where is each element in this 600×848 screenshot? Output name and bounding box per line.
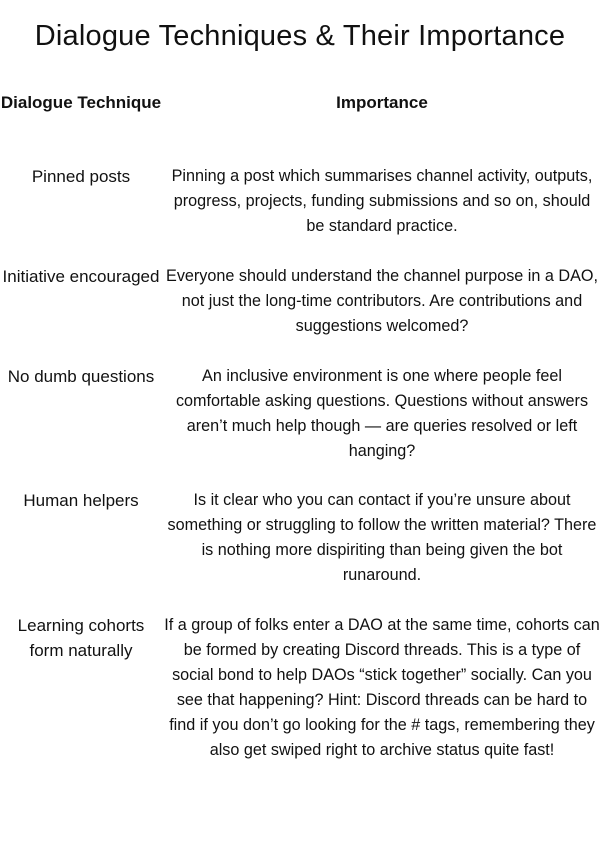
importance-cell: If a group of folks enter a DAO at the same time, cohorts can be formed by creating Discord threads. This is a type of social bond to help DAOs “stick together” socially. Can you see that happening? Hint: Discord threads can be hard to find if you don’t go looking for the # tags, remembering they also get swiped right to archive status quite fast!	[164, 616, 600, 759]
technique-cell: Pinned posts	[31, 167, 131, 186]
importance-cell: Everyone should understand the channel purpose in a DAO, not just the long-time contributors. Are contributions and suggestions welcomed?	[166, 267, 598, 335]
technique-cell: No dumb questions	[7, 367, 155, 386]
technique-cell: Human helpers	[23, 491, 139, 510]
importance-cell: An inclusive environment is one where people feel comfortable asking questions. Questions without answers aren’t much help though — are queries resolved or left hanging?	[175, 367, 589, 460]
importance-cell: Is it clear who you can contact if you’re unsure about something or struggling to follow the written material? There is nothing more dispiriting than being given the bot runaround.	[167, 491, 597, 584]
column-header-importance: Importance	[336, 93, 428, 112]
technique-cell: Initiative encouraged	[2, 267, 160, 286]
column-header-technique: Dialogue Technique	[0, 93, 162, 112]
page-title: Dialogue Techniques & Their Importance	[34, 20, 566, 52]
importance-cell: Pinning a post which summarises channel activity, outputs, progress, projects, funding submissions and so on, should be standard practice.	[171, 167, 593, 235]
technique-cell: Learning cohorts form naturally	[17, 616, 145, 660]
